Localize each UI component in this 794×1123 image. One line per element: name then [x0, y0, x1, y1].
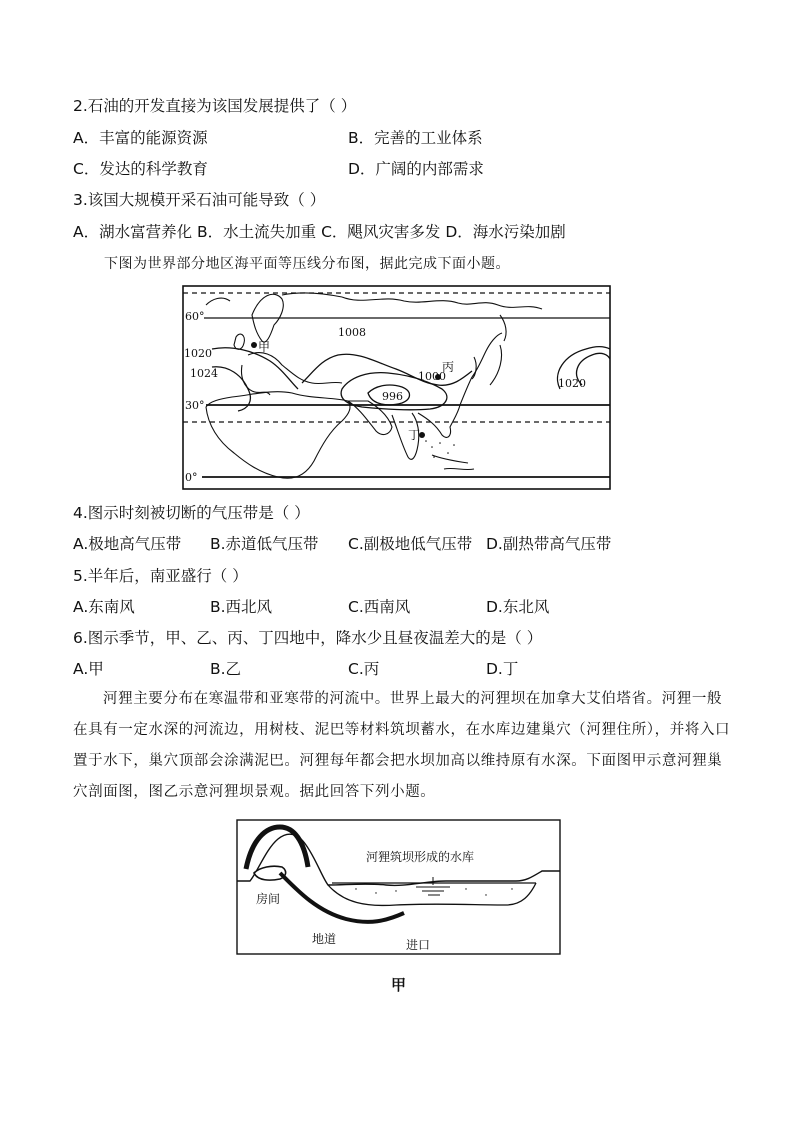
lat-label-0: 0° — [185, 471, 198, 484]
beaver-nest-figure — [236, 819, 562, 956]
place-label-ding: 丁 — [408, 428, 421, 442]
room-label: 房间 — [256, 892, 281, 906]
q6-stem: 6.图示季节，甲、乙、丙、丁四地中，降水少且昼夜温差大的是（ ） — [73, 629, 543, 647]
figure-caption-jia: 甲 — [391, 976, 407, 994]
q4-stem: 4.图示时刻被切断的气压带是（ ） — [73, 504, 310, 522]
q4-option-d: D.副热带高气压带 — [486, 535, 612, 553]
isobar-label-996: 996 — [382, 390, 403, 403]
q6-option-a: A.甲 — [73, 660, 104, 678]
q2-option-d: D．广阔的内部需求 — [348, 160, 484, 178]
q5-option-b: B.西北风 — [210, 598, 273, 616]
q3-options: A．湖水富营养化 B．水土流失加重 C．飓风灾害多发 D．海水污染加剧 — [73, 223, 566, 241]
lat-label-60: 60° — [185, 310, 205, 323]
isobar-label-1000: 1000 — [418, 370, 446, 383]
entrance-label: 进口 — [406, 938, 431, 952]
isobar-map — [182, 285, 612, 491]
q5-stem: 5.半年后，南亚盛行（ ） — [73, 567, 248, 585]
q2-stem: 2.石油的开发直接为该国发展提供了（ ） — [73, 97, 357, 115]
q2-option-a: A．丰富的能源资源 — [73, 129, 208, 147]
place-jia-dot — [251, 342, 257, 348]
isobar-label-1008: 1008 — [338, 326, 366, 339]
q5-option-c: C.西南风 — [348, 598, 411, 616]
q2-option-b: B．完善的工业体系 — [348, 129, 483, 147]
reservoir-label: 河狸筑坝形成的水库 — [366, 850, 475, 864]
tunnel-label: 地道 — [312, 932, 337, 946]
q6-option-d: D.丁 — [486, 660, 519, 678]
q5-option-a: A.东南风 — [73, 598, 135, 616]
q6-option-c: C.丙 — [348, 660, 380, 678]
q4-option-c: C.副极地低气压带 — [348, 535, 473, 553]
lat-label-30: 30° — [185, 399, 205, 412]
q3-stem: 3.该国大规模开采石油可能导致（ ） — [73, 191, 326, 209]
q5-option-d: D.东北风 — [486, 598, 550, 616]
map-intro: 下图为世界部分地区海平面等压线分布图，据此完成下面小题。 — [104, 256, 510, 272]
place-label-bing: 丙 — [442, 360, 455, 374]
q2-option-c: C．发达的科学教育 — [73, 160, 208, 178]
q4-option-a: A.极地高气压带 — [73, 535, 182, 553]
figure-frame — [237, 820, 560, 954]
q6-option-b: B.乙 — [210, 660, 242, 678]
beaver-paragraph: 河狸主要分布在寒温带和亚寒带的河流中。世界上最大的河狸坝在加拿大艾伯塔省。河狸一般在具有一定水深的河流边，用树枝、泥巴等材料筑坝蓄水，在水库边建巢穴（河狸住所），并将入口置于水下，巢穴顶部会涂满泥巴。河狸每年都会把水坝加高以维持原有水深。下面图甲示意河狸巢穴剖面图，图乙示意河狸坝景观。据此回答下列小题。 — [73, 691, 731, 800]
isobar-label-1024: 1024 — [190, 367, 218, 380]
place-label-jia: 甲 — [258, 340, 271, 354]
isobar-label-1020-west: 1020 — [184, 347, 212, 360]
q4-option-b: B.赤道低气压带 — [210, 535, 319, 553]
isobar-label-1020-east: 1020 — [558, 377, 586, 390]
